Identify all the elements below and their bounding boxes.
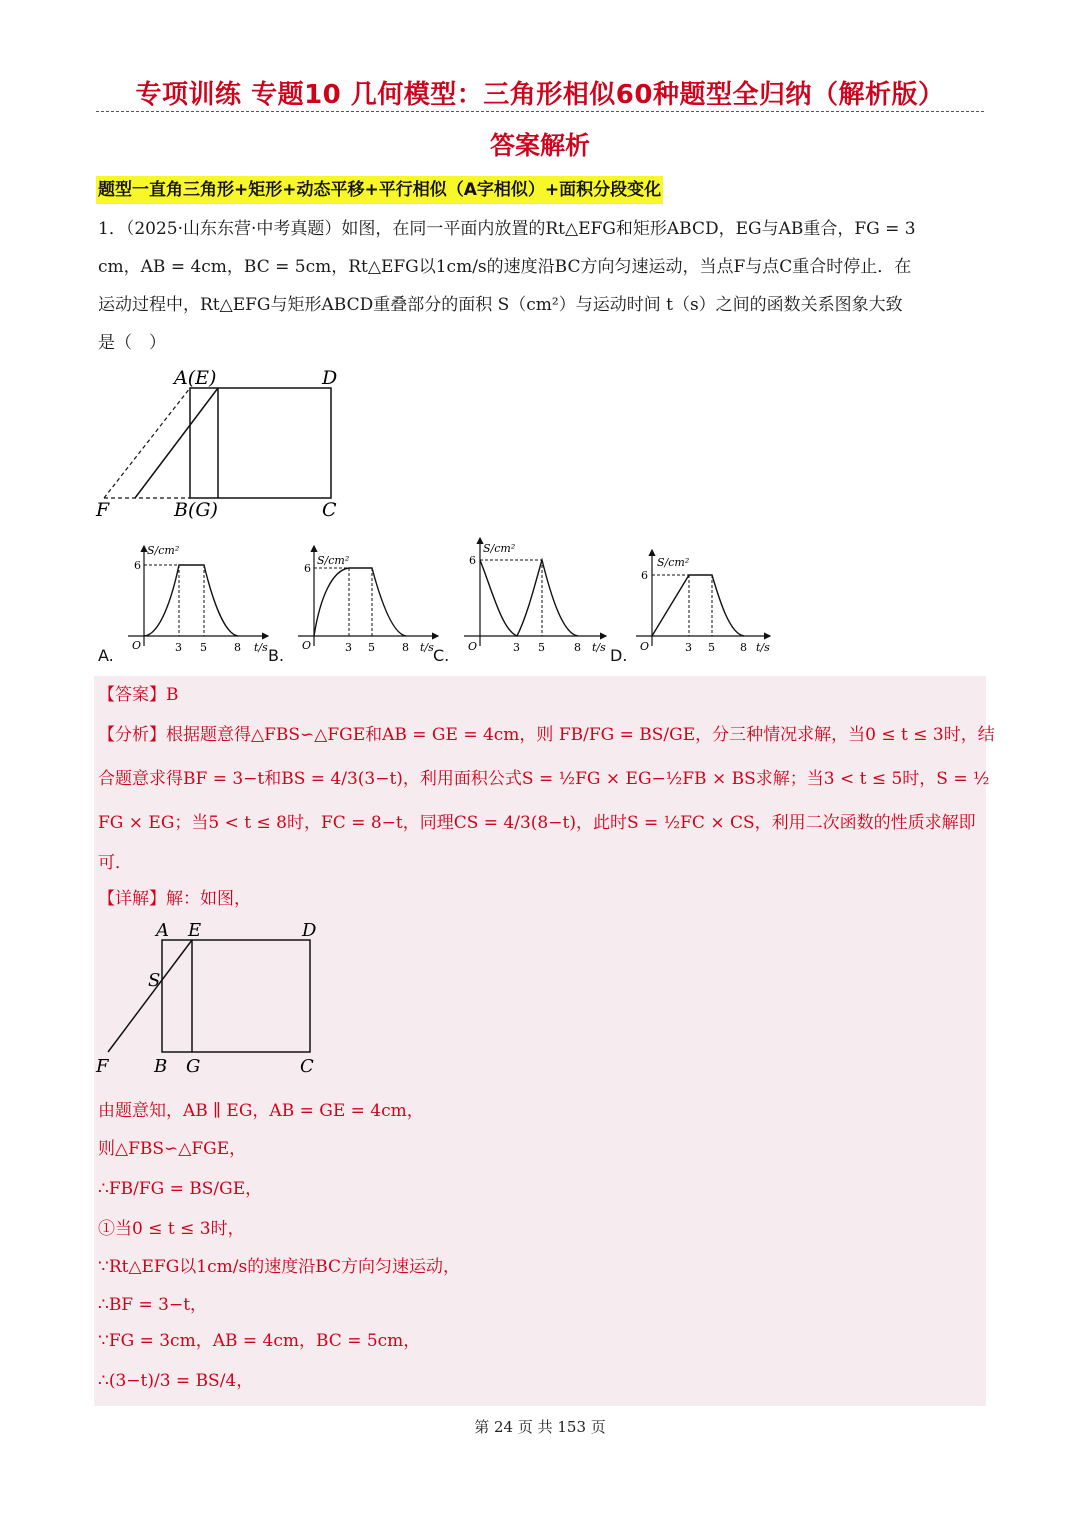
title-divider bbox=[96, 111, 984, 112]
question-type-heading: 题型一直角三角形+矩形+动态平移+平行相似（A字相似）+面积分段变化 bbox=[96, 176, 663, 204]
option-b-ylabel: S/cm² bbox=[317, 554, 350, 567]
segment-ef bbox=[108, 940, 192, 1052]
option-a-yvalue: 6 bbox=[134, 559, 141, 572]
option-c-tick-3: 3 bbox=[513, 641, 520, 654]
section-subtitle: 答案解析 bbox=[489, 131, 590, 160]
rectangle-abcd-2 bbox=[162, 940, 310, 1052]
label-d: D bbox=[322, 367, 338, 389]
page-footer: 第 24 页 共 153 页 bbox=[474, 1418, 606, 1436]
page-title: 专项训练 专题10 几何模型：三角形相似60种题型全归纳（解析版） bbox=[135, 80, 945, 110]
rectangle-abcd bbox=[190, 388, 331, 498]
option-d-origin: O bbox=[640, 640, 650, 653]
option-d-yvalue: 6 bbox=[641, 569, 648, 582]
option-d-ylabel: S/cm² bbox=[657, 556, 690, 569]
fig2-label-c: C bbox=[300, 1056, 314, 1077]
step-8: ∴(3−t)/3 = BS/4， bbox=[98, 1371, 254, 1391]
fig2-label-s: S bbox=[148, 970, 161, 991]
option-c-tick-8: 8 bbox=[574, 641, 581, 654]
question-line-4: 是（ ） bbox=[98, 333, 166, 353]
question-line-2: cm，AB = 4cm，BC = 5cm，Rt△EFG以1cm/s的速度沿BC方向匀速运动，当点F与点C重合时停止．在 bbox=[98, 257, 912, 277]
solution-figure bbox=[90, 916, 330, 1082]
option-a-xlabel: t/s bbox=[254, 641, 268, 654]
option-a-label[interactable]: A. bbox=[98, 646, 114, 665]
step-7: ∵FG = 3cm，AB = 4cm，BC = 5cm， bbox=[98, 1331, 421, 1351]
option-d-label[interactable]: D. bbox=[610, 646, 628, 665]
option-d-graph bbox=[630, 544, 790, 664]
fig2-label-g: G bbox=[186, 1056, 201, 1077]
question-figure bbox=[90, 362, 360, 527]
option-a-graph bbox=[120, 538, 280, 664]
fig2-label-d: D bbox=[302, 920, 317, 941]
option-b-label[interactable]: B. bbox=[268, 646, 285, 665]
option-a-ylabel: S/cm² bbox=[147, 544, 180, 557]
analysis-line-1 bbox=[98, 720, 995, 745]
option-d-xlabel: t/s bbox=[756, 641, 770, 654]
question-line-1: 1．（2025·山东东营·中考真题）如图，在同一平面内放置的Rt△EFG和矩形ABCD，EG与AB重合，FG = 3 bbox=[98, 219, 916, 239]
option-b-xlabel: t/s bbox=[420, 641, 434, 654]
analysis-line-2: 合题意求得BF = 3−t和BS = 4/3(3−t)，利用面积公式S = ½FG × EG−½FB × BS求解；当3 < t ≤ 5时，S = ½ bbox=[98, 769, 990, 789]
fig2-label-a: A bbox=[156, 920, 169, 941]
option-c-origin: O bbox=[468, 640, 478, 653]
analysis-text-1: 根据题意得△FBS∽△FGE和AB = GE = 4cm，则 FB/FG = BS/GE，分三种情况求解，当0 ≤ t ≤ 3时，结 bbox=[166, 725, 995, 745]
option-b-origin: O bbox=[302, 639, 312, 652]
option-a-tick-8: 8 bbox=[234, 641, 241, 654]
step-3: ∴FB/FG = BS/GE， bbox=[98, 1179, 263, 1199]
option-a-tick-3: 3 bbox=[175, 641, 182, 654]
option-b-tick-3: 3 bbox=[345, 641, 352, 654]
option-c-tick-5: 5 bbox=[538, 641, 545, 654]
label-b-g: B(G) bbox=[174, 499, 218, 521]
label-f: F bbox=[96, 499, 110, 521]
step-1: 由题意知，AB ∥ EG，AB = GE = 4cm， bbox=[98, 1101, 424, 1121]
option-b-yvalue: 6 bbox=[304, 562, 311, 575]
option-c-xlabel: t/s bbox=[592, 641, 606, 654]
label-c: C bbox=[322, 499, 337, 521]
fig2-label-f: F bbox=[96, 1056, 109, 1077]
option-c-ylabel: S/cm² bbox=[483, 542, 516, 555]
analysis-label: 【分析】 bbox=[98, 725, 166, 745]
option-d-tick-5: 5 bbox=[708, 641, 715, 654]
detail-heading: 【详解】解：如图， bbox=[98, 889, 251, 909]
option-b-tick-8: 8 bbox=[402, 641, 409, 654]
option-d-tick-3: 3 bbox=[685, 641, 692, 654]
option-a-tick-5: 5 bbox=[200, 641, 207, 654]
answer-line: 【答案】B bbox=[98, 685, 179, 705]
analysis-line-4: 可． bbox=[98, 853, 132, 873]
fig2-label-b: B bbox=[154, 1056, 168, 1077]
option-c-label[interactable]: C. bbox=[433, 646, 450, 665]
step-4: ①当0 ≤ t ≤ 3时， bbox=[98, 1219, 245, 1239]
label-a-e: A(E) bbox=[174, 367, 217, 389]
option-c-yvalue: 6 bbox=[469, 554, 476, 567]
option-b-graph bbox=[290, 538, 450, 664]
answer-options bbox=[0, 530, 1080, 670]
step-6: ∴BF = 3−t， bbox=[98, 1295, 208, 1315]
option-c-graph bbox=[458, 530, 618, 664]
option-b-tick-5: 5 bbox=[368, 641, 375, 654]
option-d-tick-8: 8 bbox=[740, 641, 747, 654]
step-5: ∵Rt△EFG以1cm/s的速度沿BC方向匀速运动， bbox=[98, 1257, 461, 1277]
fig2-label-e: E bbox=[188, 920, 202, 941]
analysis-line-3: FG × EG；当5 < t ≤ 8时，FC = 8−t，同理CS = 4/3(8−t)，此时S = ½FC × CS，利用二次函数的性质求解即 bbox=[98, 813, 976, 833]
option-a-origin: O bbox=[132, 639, 142, 652]
question-line-3: 运动过程中，Rt△EFG与矩形ABCD重叠部分的面积 S（cm²）与运动时间 t（s）之间的函数关系图象大致 bbox=[98, 295, 903, 315]
step-2: 则△FBS∽△FGE， bbox=[98, 1139, 247, 1159]
